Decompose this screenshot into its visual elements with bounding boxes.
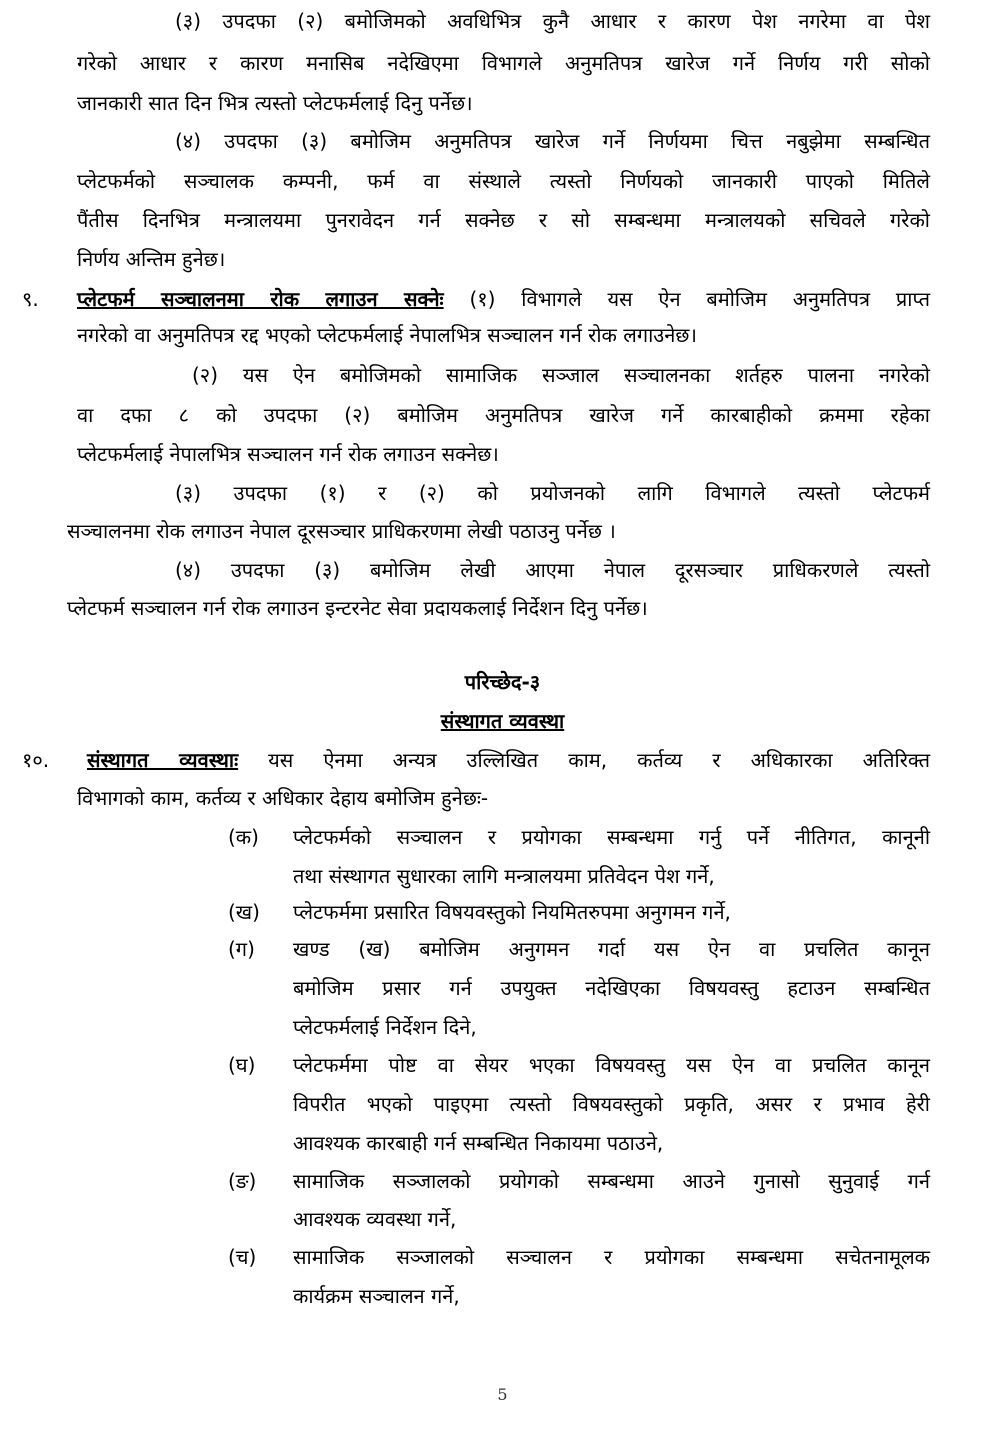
section-intro-start: यस ऐनमा अन्यत्र उल्लिखित काम, कर्तव्य र अधिकारका अतिरिक्त (268, 748, 930, 772)
list-marker: (ङ) (228, 1169, 257, 1193)
section-first-line (77, 280, 930, 318)
list-marker: (ख) (228, 900, 260, 924)
list-item-line: प्लेटफर्मलाई निर्देशन दिने, (293, 1015, 477, 1039)
paragraph-line: प्लेटफर्मलाई नेपालभित्र सञ्चालन गर्न रोक लगाउन सक्नेछ। (77, 442, 499, 466)
paragraph-line: प्लेटफर्मको सञ्चालक कम्पनी, फर्म वा संस्थाले त्यस्तो निर्णयको जानकारी पाएको मितिले (77, 169, 930, 193)
list-item-line: प्लेटफर्मको सञ्चालन र प्रयोगका सम्बन्धमा गर्नु पर्ने नीतिगत, कानूनी (293, 825, 930, 849)
section-heading: प्लेटफर्म सञ्चालनमा रोक लगाउन सक्नेः (77, 287, 444, 311)
paragraph-line: नगरेको वा अनुमतिपत्र रद्द भएको प्लेटफर्मलाई नेपालभित्र सञ्चालन गर्न रोक लगाउनेछ। (77, 323, 697, 347)
page-number: 5 (497, 1385, 508, 1404)
paragraph-line: गरेको आधार र कारण मनासिब नदेखिएमा विभागले अनुमतिपत्र खारेज गर्ने निर्णय गरी सोको (77, 51, 930, 75)
section-heading: संस्थागत व्यवस्थाः (87, 748, 239, 772)
list-item-line: सामाजिक सञ्जालको सञ्चालन र प्रयोगका सम्बन्धमा सचेतनामूलक (293, 1245, 930, 1269)
list-item-line: आवश्यक कारबाही गर्न सम्बन्धित निकायमा पठाउने, (293, 1131, 664, 1155)
paragraph-line: (३) उपदफा (२) बमोजिमको अवधिभित्र कुनै आधार र कारण पेश नगरेमा वा पेश (175, 9, 930, 33)
paragraph-line: सञ्चालनमा रोक लगाउन नेपाल दूरसञ्चार प्राधिकरणमा लेखी पठाउनु पर्नेछ । (67, 519, 616, 543)
chapter-number: परिच्छेद-३ (464, 670, 541, 694)
chapter-title: संस्थागत व्यवस्था (440, 709, 565, 733)
paragraph-line: प्लेटफर्म सञ्चालन गर्न रोक लगाउन इन्टरनेट सेवा प्रदायकलाई निर्देशन दिनु पर्नेछ। (67, 596, 648, 620)
subsection-1-start: (१) विभागले यस ऐन बमोजिम अनुमतिपत्र प्राप्त (469, 287, 931, 311)
paragraph-line: विभागको काम, कर्तव्य र अधिकार देहाय बमोजिम हुनेछः- (77, 786, 489, 810)
section-first-line (87, 741, 930, 779)
list-item-line: आवश्यक व्यवस्था गर्ने, (293, 1207, 457, 1231)
section-number: ९. (22, 287, 39, 311)
paragraph-line: (४) उपदफा (३) बमोजिम लेखी आएमा नेपाल दूरसञ्चार प्राधिकरणले त्यस्तो (175, 558, 930, 582)
list-marker: (घ) (228, 1053, 256, 1077)
paragraph-line: निर्णय अन्तिम हुनेछ। (77, 247, 226, 271)
list-marker: (ग) (228, 937, 255, 961)
list-item-line: खण्ड (ख) बमोजिम अनुगमन गर्दा यस ऐन वा प्रचलित कानून (293, 937, 930, 961)
paragraph-line: (२) यस ऐन बमोजिमको सामाजिक सञ्जाल सञ्चालनका शर्तहरु पालना नगरेको (192, 363, 930, 387)
section-number: १०. (22, 748, 50, 772)
list-item-line: बमोजिम प्रसार गर्न उपयुक्त नदेखिएका विषयवस्तु हटाउन सम्बन्धित (293, 976, 930, 1000)
list-item-line: तथा संस्थागत सुधारका लागि मन्त्रालयमा प्रतिवेदन पेश गर्ने, (293, 864, 715, 888)
chapter-title-wrap (0, 703, 1005, 739)
list-item-line: सामाजिक सञ्जालको प्रयोगको सम्बन्धमा आउने गुनासो सुनुवाई गर्न (293, 1169, 930, 1193)
list-item-line: विपरीत भएको पाइएमा त्यस्तो विषयवस्तुको प्रकृति, असर र प्रभाव हेरी (293, 1092, 930, 1116)
paragraph-line: जानकारी सात दिन भित्र त्यस्तो प्लेटफर्मलाई दिनु पर्नेछ। (77, 91, 473, 115)
list-item-line: कार्यक्रम सञ्चालन गर्ने, (293, 1284, 460, 1308)
paragraph-line: (४) उपदफा (३) बमोजिम अनुमतिपत्र खारेज गर्ने निर्णयमा चित्त नबुझेमा सम्बन्धित (175, 129, 930, 153)
paragraph-line: पैंतीस दिनभित्र मन्त्रालयमा पुनरावेदन गर्न सक्नेछ र सो सम्बन्धमा मन्त्रालयको सचिवले गरेको (77, 208, 930, 232)
list-marker: (क) (228, 825, 259, 849)
list-marker: (च) (228, 1245, 257, 1269)
paragraph-line: वा दफा ८ को उपदफा (२) बमोजिम अनुमतिपत्र खारेज गर्ने कारबाहीको क्रममा रहेका (77, 403, 930, 427)
list-item-line: प्लेटफर्ममा पोष्ट वा सेयर भएका विषयवस्तु यस ऐन वा प्रचलित कानून (293, 1053, 930, 1077)
paragraph-line: (३) उपदफा (१) र (२) को प्रयोजनको लागि विभागले त्यस्तो प्लेटफर्म (175, 481, 930, 505)
list-item-line: प्लेटफर्ममा प्रसारित विषयवस्तुको नियमितरुपमा अनुगमन गर्ने, (293, 900, 731, 924)
